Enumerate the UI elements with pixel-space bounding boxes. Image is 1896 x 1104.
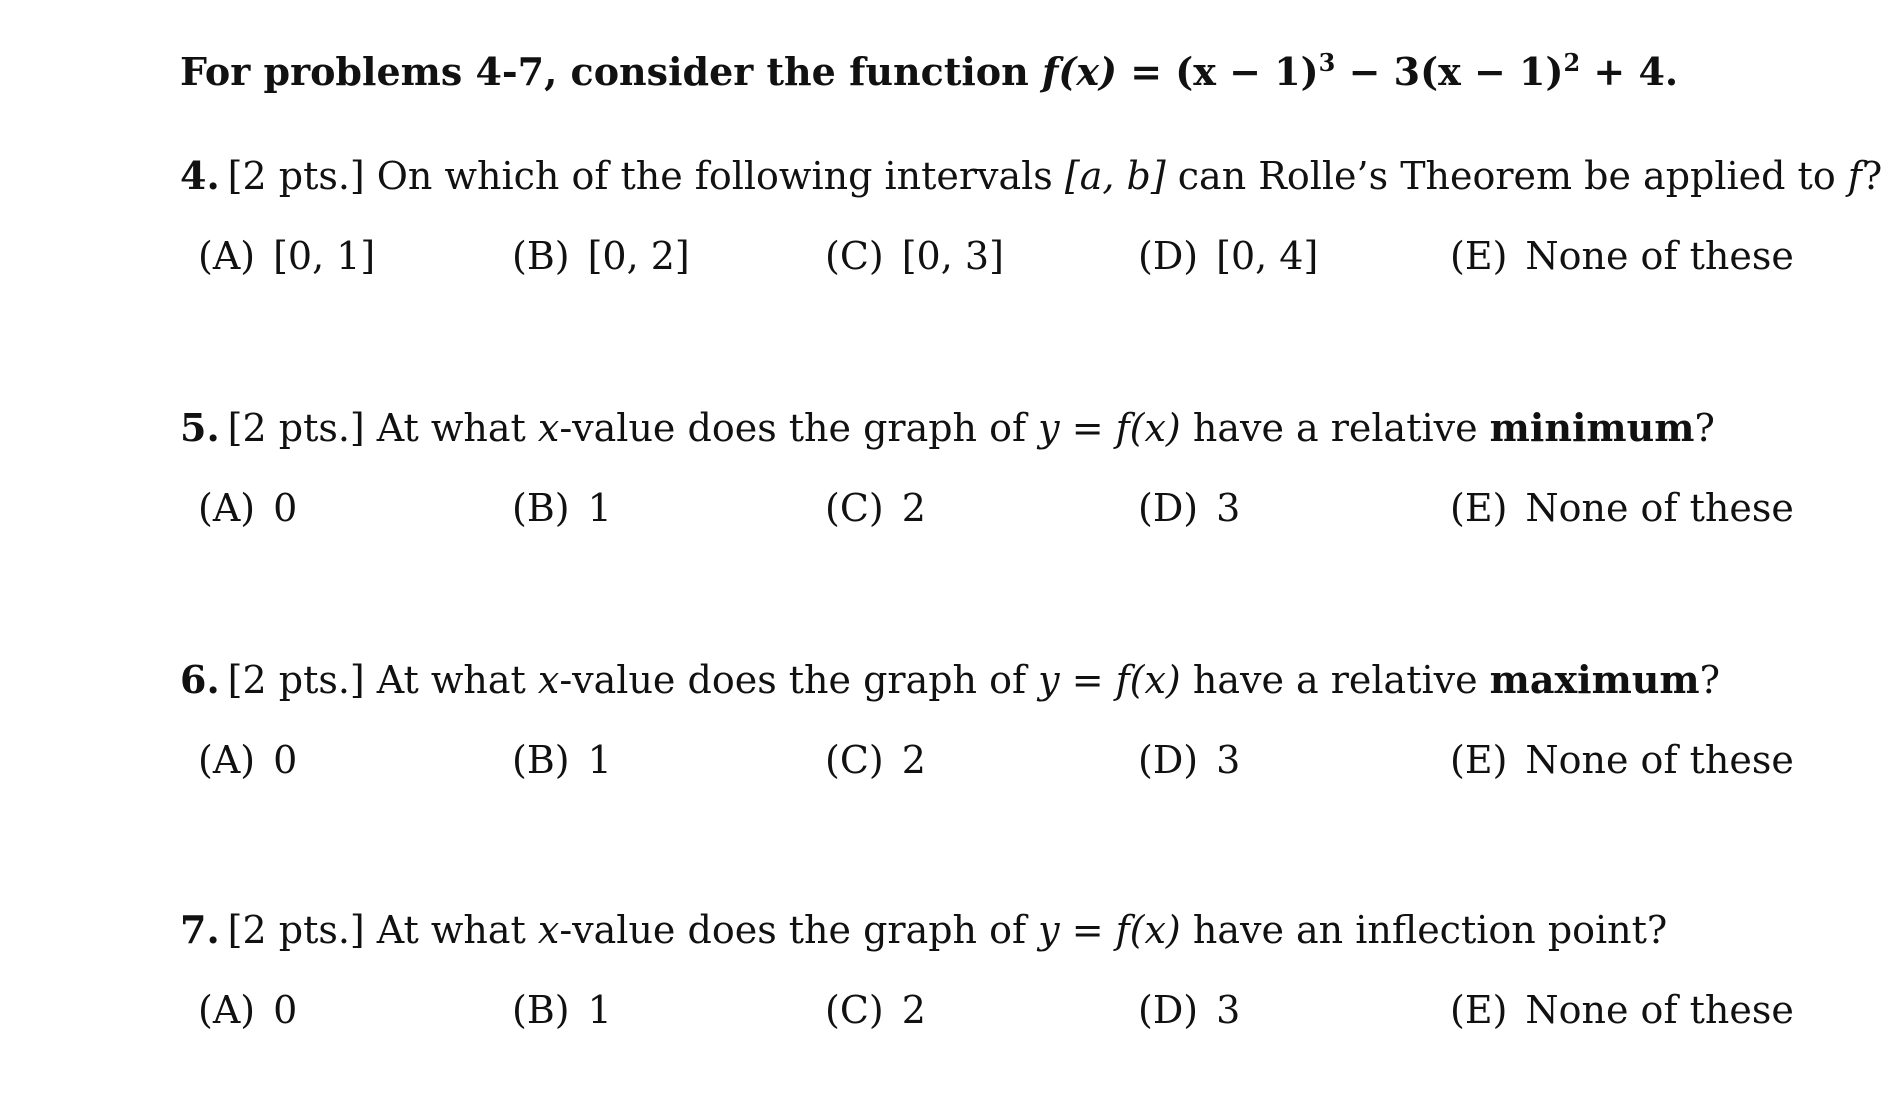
- choice-c[interactable]: [825, 732, 926, 788]
- choice-e[interactable]: [1450, 732, 1794, 788]
- choice-value: 0: [273, 486, 298, 530]
- choice-letter: (D): [1138, 988, 1199, 1032]
- question-number: 4.: [180, 153, 220, 198]
- choice-letter: (A): [198, 738, 256, 782]
- question-text-part: have an inflection point?: [1180, 908, 1668, 952]
- choice-letter: (B): [512, 738, 570, 782]
- question-line: [180, 400, 1860, 456]
- intro-function-name: f(x): [1042, 49, 1117, 94]
- choice-value: [0, 4]: [1216, 234, 1319, 278]
- equation-symbol: y = f(x): [1038, 658, 1181, 702]
- choice-letter: (D): [1138, 234, 1199, 278]
- question-points: [2 pts.]: [227, 658, 365, 702]
- answer-choices: [180, 982, 1860, 1042]
- problem-6: [180, 652, 1860, 792]
- emphasis-keyword: minimum: [1489, 405, 1695, 450]
- answer-choices: [180, 228, 1860, 288]
- question-text: [377, 406, 1715, 450]
- question-number: 6.: [180, 657, 220, 702]
- question-number: 5.: [180, 405, 220, 450]
- choice-value: 2: [901, 486, 926, 530]
- question-text-part: ?: [1699, 658, 1721, 702]
- choice-a[interactable]: [198, 228, 375, 284]
- choice-d[interactable]: [1138, 480, 1240, 536]
- choice-letter: (E): [1450, 234, 1508, 278]
- question-points: [2 pts.]: [227, 406, 365, 450]
- problem-5: [180, 400, 1860, 540]
- question-text-part: At what: [376, 658, 538, 702]
- problem-4: [180, 148, 1883, 288]
- question-text-part: have a relative: [1180, 658, 1490, 702]
- choice-letter: (E): [1450, 486, 1508, 530]
- choice-letter: (B): [512, 486, 570, 530]
- question-text-part: -value does the graph of: [559, 908, 1039, 952]
- question-points: [2 pts.]: [227, 908, 365, 952]
- choice-value: [0, 1]: [273, 234, 376, 278]
- choice-d[interactable]: [1138, 732, 1240, 788]
- answer-choices: [180, 480, 1860, 540]
- choice-a[interactable]: [198, 982, 297, 1038]
- choice-b[interactable]: [512, 228, 690, 284]
- choice-value: 3: [1216, 738, 1241, 782]
- variable-symbol: x: [537, 658, 560, 702]
- question-text: [377, 908, 1668, 952]
- choice-value: 3: [1216, 486, 1241, 530]
- choice-letter: (C): [825, 234, 884, 278]
- choice-c[interactable]: [825, 480, 926, 536]
- question-line: [180, 652, 1860, 708]
- question-text-part: can Rolle’s Theorem be applied to: [1165, 154, 1848, 198]
- intro-lead: For problems 4-7, consider the function: [180, 49, 1043, 94]
- question-text-part: At what: [376, 406, 538, 450]
- choice-value: None of these: [1525, 738, 1794, 782]
- choice-value: [0, 2]: [587, 234, 690, 278]
- question-text: [377, 154, 1882, 198]
- choice-letter: (A): [198, 486, 256, 530]
- question-points: [2 pts.]: [227, 154, 365, 198]
- choice-letter: (D): [1138, 738, 1199, 782]
- choice-value: None of these: [1525, 486, 1794, 530]
- question-line: [180, 148, 1883, 204]
- choice-c[interactable]: [825, 982, 926, 1038]
- question-line: [180, 902, 1860, 958]
- choice-d[interactable]: [1138, 982, 1240, 1038]
- choice-b[interactable]: [512, 732, 612, 788]
- equation-symbol: y = f(x): [1038, 908, 1181, 952]
- choice-e[interactable]: [1450, 982, 1794, 1038]
- intro-eq: = (x − 1): [1116, 49, 1319, 94]
- choice-letter: (B): [512, 234, 570, 278]
- choice-b[interactable]: [512, 982, 612, 1038]
- choice-value: None of these: [1525, 234, 1794, 278]
- choice-value: 1: [587, 486, 612, 530]
- choice-e[interactable]: [1450, 228, 1794, 284]
- interval-symbol: [a, b]: [1064, 154, 1166, 198]
- choice-a[interactable]: [198, 480, 297, 536]
- choice-letter: (C): [825, 988, 884, 1032]
- choice-value: [0, 3]: [901, 234, 1004, 278]
- variable-symbol: x: [537, 406, 560, 450]
- question-text-part: -value does the graph of: [559, 406, 1039, 450]
- choice-c[interactable]: [825, 228, 1004, 284]
- answer-choices: [180, 732, 1860, 792]
- choice-value: 0: [273, 988, 298, 1032]
- emphasis-keyword: maximum: [1489, 657, 1700, 702]
- intro-exponent-3: 3: [1318, 48, 1336, 77]
- choice-letter: (A): [198, 988, 256, 1032]
- intro-tail: + 4.: [1580, 49, 1679, 94]
- variable-symbol: x: [537, 908, 560, 952]
- intro-statement: [180, 44, 1678, 100]
- choice-a[interactable]: [198, 732, 297, 788]
- choice-value: 2: [901, 738, 926, 782]
- question-text-part: ?: [1694, 406, 1715, 450]
- choice-letter: (E): [1450, 988, 1508, 1032]
- choice-value: None of these: [1525, 988, 1794, 1032]
- choice-d[interactable]: [1138, 228, 1318, 284]
- choice-value: 1: [587, 738, 612, 782]
- choice-letter: (B): [512, 988, 570, 1032]
- question-text-part: On which of the following intervals: [376, 154, 1065, 198]
- intro-exponent-2: 2: [1563, 48, 1581, 77]
- choice-value: 0: [273, 738, 298, 782]
- choice-letter: (C): [825, 486, 884, 530]
- intro-mid: − 3(x − 1): [1335, 49, 1564, 94]
- choice-letter: (C): [825, 738, 884, 782]
- choice-letter: (D): [1138, 486, 1199, 530]
- choice-letter: (A): [198, 234, 256, 278]
- equation-symbol: y = f(x): [1038, 406, 1181, 450]
- function-symbol: f: [1847, 154, 1862, 198]
- question-text-part: ?: [1861, 154, 1883, 198]
- question-text-part: At what: [376, 908, 538, 952]
- choice-e[interactable]: [1450, 480, 1794, 536]
- question-text-part: -value does the graph of: [559, 658, 1039, 702]
- question-number: 7.: [180, 907, 220, 952]
- choice-letter: (E): [1450, 738, 1508, 782]
- question-text-part: have a relative: [1180, 406, 1490, 450]
- choice-value: 2: [901, 988, 926, 1032]
- choice-b[interactable]: [512, 480, 612, 536]
- question-text: [377, 658, 1720, 702]
- choice-value: 1: [587, 988, 612, 1032]
- problem-7: [180, 902, 1860, 1042]
- choice-value: 3: [1216, 988, 1241, 1032]
